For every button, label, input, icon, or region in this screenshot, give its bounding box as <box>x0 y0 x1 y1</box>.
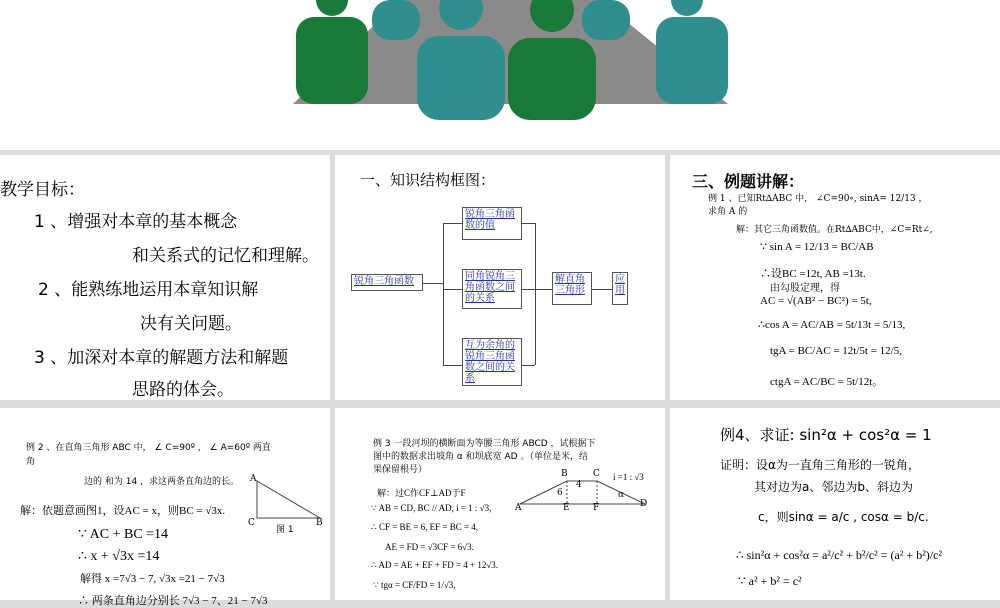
example-3-text-2: 图中的数据求出坡角 α 和坝底宽 AD 。（单位是米，结 <box>373 452 588 462</box>
connector <box>522 223 535 224</box>
connector <box>522 289 535 290</box>
person-front-left-body <box>417 36 505 120</box>
person-left-head <box>316 0 348 16</box>
equation: ∵ AC + BC =14 <box>78 527 169 542</box>
proof-line: c，则sinα = a/c , cosα = b/c. <box>758 510 929 524</box>
proof-line: 证明：设α为一直角三角形的一锐角， <box>720 458 920 472</box>
equation: ∵ sin A = 12/13 = BC/AB <box>760 241 874 253</box>
example-4-title: 例4、求证: sin²α + cos²α = 1 <box>720 426 932 444</box>
point-a-label: A <box>515 503 522 513</box>
equation: ∴ 两条直角边分别长 7√3 − 7、21 − 7√3 <box>78 595 268 607</box>
dam-cross-section-figure <box>515 476 665 516</box>
example-1-solution: 解：其它三角函数值。在Rt∆ABC中，∠C=Rt∠, <box>736 225 933 235</box>
equation: AE = FD = √3CF = 6√3. <box>385 542 474 552</box>
point-d-label: D <box>640 499 648 509</box>
equation: ctgA = AC/BC = 5t/12t。 <box>770 376 884 388</box>
node-same-angle-relations[interactable]: 同角锐角三角函数之间的关系 <box>462 269 522 309</box>
person-right-body <box>656 17 728 104</box>
equation: ∴设BC =12t, AB =13t. <box>760 268 866 280</box>
panel-example-1[interactable] <box>670 155 1000 400</box>
equation: 解得 x =7√3 − 7, √3x =21 − 7√3 <box>80 573 225 585</box>
equation: ∴cos A = AC/AB = 5t/13t = 5/13, <box>758 319 906 331</box>
example-2-text-2: 角 <box>26 457 36 467</box>
connector <box>522 365 535 366</box>
goals-title: 教学目标： <box>0 180 85 200</box>
example-2-text: 例 2 、在直角三角形 ABC 中， ∠ C=90º ， ∠ A=60º 两直 <box>26 443 271 453</box>
point-f-label: F <box>593 503 600 513</box>
goal-2-line-a: 2 、能熟练地运用本章知识解 <box>38 280 259 300</box>
example-2-solution: 解：依题意画图1，设AC = x，则BC = √3x. <box>20 505 226 517</box>
goal-1-line-b: 和关系式的记忆和理解。 <box>132 246 319 266</box>
panel-knowledge-diagram[interactable] <box>335 155 665 400</box>
person-back-right <box>582 0 630 40</box>
proof-line: 其对边为a、邻边为b、斜边为 <box>754 480 913 494</box>
connector <box>443 223 444 365</box>
person-front-right-body <box>508 38 596 120</box>
examples-title: 三、例题讲解： <box>692 172 805 191</box>
point-b-label: B <box>561 469 568 479</box>
person-right-head <box>671 0 703 16</box>
equation: ∴ CF = BE = 6, EF = BC = 4, <box>371 522 479 532</box>
figure-1-caption: 图 1 <box>276 525 294 535</box>
point-c-label: C <box>593 469 600 479</box>
example-1-text-2: 求角 A 的 <box>708 207 748 217</box>
connector <box>535 223 536 365</box>
equation: ∴ AD = AE + EF + FD = 4 + 12√3. <box>371 560 499 570</box>
equation: 由勾股定理，得 <box>770 283 840 294</box>
connector <box>443 223 462 224</box>
equation: ∴ sin²α + cos²α = a²/c² + b²/c² = (a² + b²)/c² <box>736 548 943 562</box>
example-3-solution: 解：过C作CF⊥AD于F <box>377 488 466 498</box>
panel-teaching-goals[interactable] <box>0 155 330 400</box>
figure-alpha: α <box>618 490 625 500</box>
point-c-label: C <box>248 518 255 528</box>
figure-height: 6 <box>557 488 563 498</box>
diagram-title: 一、知识结构框图： <box>360 171 496 189</box>
panel-example-2[interactable] <box>0 408 330 607</box>
goal-3-line-b: 思路的体会。 <box>132 380 234 400</box>
example-1-text: 例 1 、已知Rt∆ABC 中， ∠C=90∘, sinA= 12/13 ， <box>708 194 928 204</box>
connector <box>443 365 462 366</box>
panel-example-3[interactable] <box>335 408 665 600</box>
example-2-text-3: 边的 和为 14 ，求这两条直角边的长。 <box>84 477 240 487</box>
figure-top-width: 4 <box>576 480 582 490</box>
example-3-text-3: 果保留根号） <box>373 465 428 475</box>
point-e-label: E <box>563 503 570 513</box>
figure-slope-ratio: i =1 : √3 <box>613 472 644 482</box>
panel-example-4[interactable] <box>670 408 1000 600</box>
equation: ∵ tgα = CF/FD = 1/√3, <box>373 580 456 590</box>
triangle-figure-1 <box>245 476 345 526</box>
equation: tgA = BC/AC = 12t/5t = 12/5, <box>770 345 902 357</box>
point-a-label: A <box>250 474 257 484</box>
connector <box>443 289 462 290</box>
example-3-text: 例 3 一段河坝的横断面为等腰三角形 ABCD ，试根据下 <box>373 439 596 449</box>
node-function-values[interactable]: 锐角三角函数的值 <box>462 207 522 240</box>
node-solve-right-triangle[interactable]: 解直角三角形 <box>552 272 592 305</box>
header-band <box>0 0 1000 150</box>
equation: ∴ x + √3x =14 <box>78 549 160 564</box>
person-left-body <box>296 17 368 104</box>
point-b-label: B <box>316 518 323 528</box>
person-back-left <box>372 0 420 40</box>
equation: ∵ a² + b² = c² <box>738 574 802 588</box>
equation: ∵ AB = CD, BC // AD, i = 1 : √3, <box>371 503 492 513</box>
equation: AC = √(AB² − BC²) = 5t, <box>760 295 872 307</box>
node-complementary-relations[interactable]: 互为余角的锐角三角函数之间的关系 <box>462 338 522 386</box>
connector <box>592 289 612 290</box>
goal-3-line-a: 3 、加深对本章的解题方法和解题 <box>34 348 289 368</box>
goal-2-line-b: 决有关问题。 <box>140 314 242 334</box>
connector <box>423 283 443 284</box>
node-application[interactable]: 应用 <box>612 272 628 305</box>
node-root[interactable]: 锐角三角函数 <box>351 274 423 291</box>
connector <box>535 289 552 290</box>
meeting-people-icon <box>0 0 1000 150</box>
goal-1-line-a: 1 、增强对本章的基本概念 <box>34 212 238 232</box>
